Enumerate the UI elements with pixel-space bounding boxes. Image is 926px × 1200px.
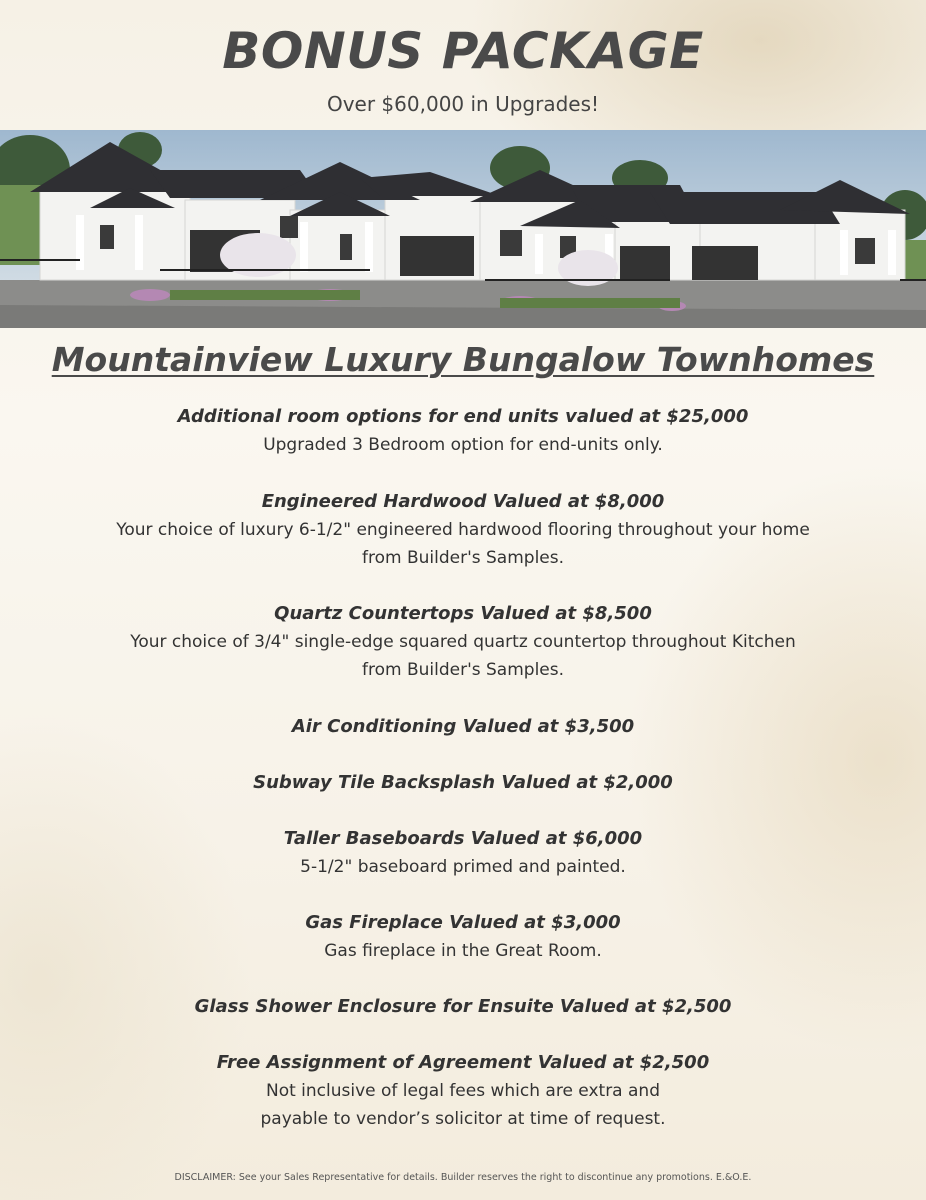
feature-title: Engineered Hardwood Valued at $8,000	[261, 491, 665, 512]
feature-description	[0, 937, 926, 965]
feature-title: Air Conditioning Valued at $3,500	[291, 716, 635, 737]
features-list	[0, 403, 926, 1133]
feature-title: Additional room options for end units valued at $25,000	[177, 406, 749, 427]
feature-description	[0, 853, 926, 881]
feature-description-line: payable to vendor’s solicitor at time of request.	[260, 1109, 666, 1129]
feature-description	[0, 516, 926, 572]
feature-title: Gas Fireplace Valued at $3,000	[305, 912, 621, 933]
feature-description-line: Upgraded 3 Bedroom option for end-units only.	[263, 435, 663, 455]
section-heading: Mountainview Luxury Bungalow Townhomes	[51, 340, 875, 379]
feature-description-line: Your choice of luxury 6-1/2" engineered hardwood flooring throughout your home	[116, 520, 810, 540]
feature-description-line: Gas fireplace in the Great Room.	[324, 941, 602, 961]
feature-description-line: from Builder's Samples.	[361, 660, 565, 680]
feature-item	[0, 993, 926, 1021]
feature-item	[0, 403, 926, 459]
feature-title: Free Assignment of Agreement Valued at $2,500	[216, 1052, 710, 1073]
feature-title: Taller Baseboards Valued at $6,000	[283, 828, 643, 849]
feature-item	[0, 909, 926, 965]
feature-description-line: 5-1/2" baseboard primed and painted.	[300, 857, 626, 877]
feature-title: Subway Tile Backsplash Valued at $2,000	[253, 772, 673, 793]
feature-item	[0, 769, 926, 797]
feature-item	[0, 600, 926, 684]
feature-description	[0, 1077, 926, 1133]
feature-item	[0, 713, 926, 741]
feature-description-line: Not inclusive of legal fees which are extra and	[265, 1081, 660, 1101]
page-title: BONUS PACKAGE	[222, 22, 704, 80]
feature-title: Quartz Countertops Valued at $8,500	[274, 603, 652, 624]
disclaimer: DISCLAIMER: See your Sales Representative for details. Builder reserves the right to discontinue any promotions. E.&O.E.	[174, 1172, 752, 1183]
feature-item	[0, 1049, 926, 1133]
feature-description-line: Your choice of 3/4" single-edge squared quartz countertop throughout Kitchen	[130, 632, 796, 652]
feature-description-line: from Builder's Samples.	[361, 548, 565, 568]
townhome-rendering-image	[0, 130, 926, 328]
feature-item	[0, 488, 926, 572]
feature-description	[0, 628, 926, 684]
feature-item	[0, 825, 926, 881]
page-subtitle: Over $60,000 in Upgrades!	[326, 92, 600, 116]
feature-description	[0, 431, 926, 459]
feature-title: Glass Shower Enclosure for Ensuite Valued at $2,500	[194, 996, 732, 1017]
